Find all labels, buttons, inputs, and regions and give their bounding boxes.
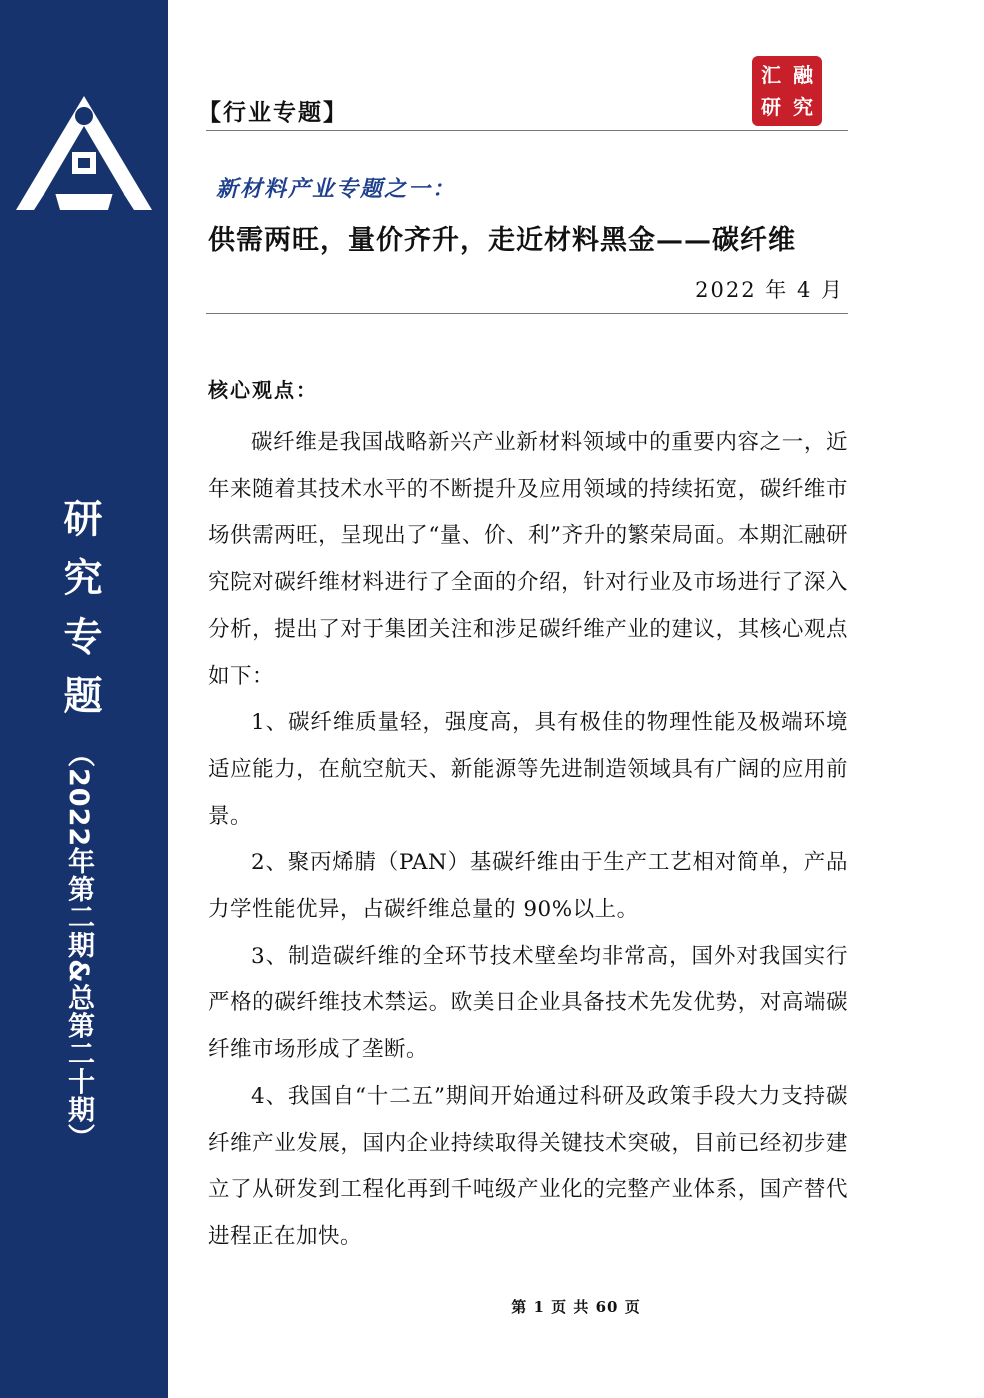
page-number: 第 1 页 共 60 页 — [511, 1298, 641, 1316]
sidebar-vertical-title: 研究专题 — [57, 498, 102, 734]
company-logo-icon — [14, 92, 154, 214]
header-divider — [206, 130, 848, 131]
core-body — [208, 420, 848, 1261]
point-paragraph: 1、碳纤维质量轻，强度高，具有极佳的物理性能及极端环境适应能力，在航空航天、新能源等先进制造领域具有广阔的应用前景。 — [208, 710, 848, 829]
subtitle: 新材料产业专题之一： — [216, 176, 457, 202]
page-title: 供需两旺，量价齐升，走近材料黑金——碳纤维 — [208, 225, 796, 256]
sidebar-issue-label: （2022年第二期&总第二十期） — [63, 740, 94, 1152]
publish-date: 2022 年 4 月 — [695, 278, 844, 302]
intro-paragraph: 碳纤维是我国战略新兴产业新材料领域中的重要内容之一，近年来随着其技术水平的不断提升及应用领域的持续拓宽，碳纤维市场供需两旺，呈现出了“量、价、利”齐升的繁荣局面。本期汇融研究院对碳纤维材料进行了全面的介绍，针对行业及市场进行了深入分析，提出了对于集团关注和涉足碳纤维产业的建议，其核心观点如下： — [208, 430, 848, 689]
seal-char: 融 — [793, 63, 813, 87]
point-paragraph: 4、我国自“十二五”期间开始通过科研及政策手段大力支持碳纤维产业发展，国内企业持续取得关键技术突破，目前已经初步建立了从研发到工程化再到千吨级产业化的完整产业体系，国产替代进程正在加快。 — [208, 1083, 848, 1249]
core-heading: 核心观点： — [208, 378, 318, 402]
title-divider — [206, 313, 848, 314]
seal-char: 究 — [793, 95, 813, 119]
seal-stamp — [752, 56, 822, 126]
sidebar — [0, 0, 168, 1398]
seal-char: 研 — [761, 95, 781, 119]
seal-char: 汇 — [761, 63, 781, 87]
point-paragraph: 2、聚丙烯腈（PAN）基碳纤维由于生产工艺相对简单，产品力学性能优异，占碳纤维总量的 90%以上。 — [208, 850, 848, 923]
point-paragraph: 3、制造碳纤维的全环节技术壁垒均非常高，国外对我国实行严格的碳纤维技术禁运。欧美日企业具备技术先发优势，对高端碳纤维市场形成了垄断。 — [208, 943, 848, 1063]
section-tag: 【行业专题】 — [198, 99, 348, 126]
